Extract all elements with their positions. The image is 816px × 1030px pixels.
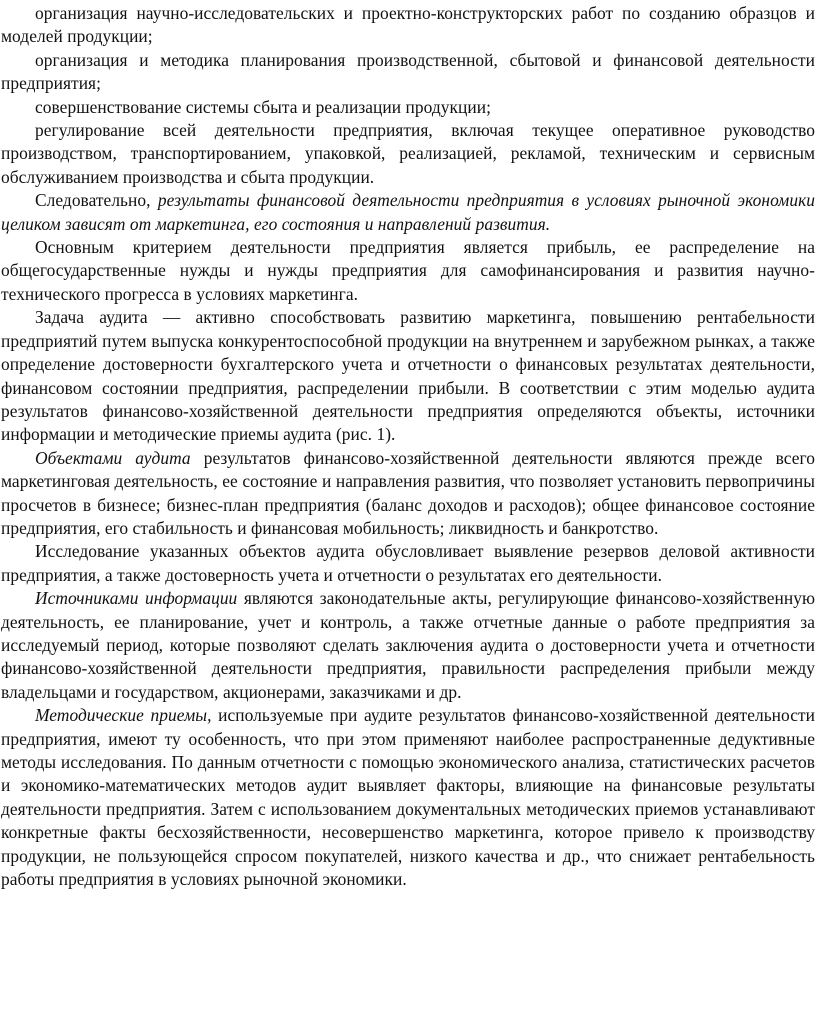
paragraph-text: Исследование указанных объектов аудита обусловливает выявление резервов деловой активности предприятия, а также достоверность учета и отчетности о результатах его деятельности. [1, 541, 815, 585]
paragraph-text: результатов финансово-хозяйственной деятельности являются прежде всего маркетинговая деятельность, ее состояние и направления развития, что позволяет установить первопричины просчетов в бизнесе; бизнес-план предприятия (баланс доходов и расходов); общее финансовое состояние предприятия, его стабильность и финансовая мобильность; ликвидность и банкротство. [1, 447, 816, 538]
paragraph-text: организация научно-исследовательских и проектно-конструкторских работ по созданию образцов и моделей продукции; [1, 3, 815, 47]
paragraph-conclusion [1, 189, 815, 236]
paragraph-text: организация и методика планирования производственной, сбытовой и финансовой деятельности предприятия; [1, 49, 815, 94]
paragraph-text: являются законодательные акты, регулирующие финансово-хозяйственную деятельность, ее планирование, учет и контроль, а также отчетные данные о работе предприятия за исследуемый период, которые позволяют сделать заключения аудита о достоверности учета и отчетности финансово-хозяйственной деятельности предприятия, правильности распределения прибыли между владельцами и государством, акционерами, заказчиками и др. [1, 588, 815, 702]
paragraph-investigation [1, 540, 815, 587]
list-item-research [1, 2, 815, 49]
paragraph-audit-task [1, 306, 815, 446]
paragraph-audit-objects [1, 447, 815, 541]
paragraph-text: используемые при аудите результатов финансово-хозяйственной деятельности предприятия, имеют ту особенность, что при этом применяют наиболее распространенные дедуктивные методы исследования. По данным отчетности с помощью экономического анализа, статистических расчетов и экономико-математических методов аудит выявляет факторы, влияющие на финансовые результаты деятельности предприятия. Затем с использованием документальных методических приемов устанавливают конкретные факты бесхозяйственности, несовершенство маркетинга, которое привело к производству продукции, не пользующейся спросом покупателей, низкого качества и др., что снижает рентабельность работы предприятия в условиях рыночной экономики. [1, 705, 815, 890]
list-item-sales-system [1, 96, 815, 119]
paragraph-methods [1, 704, 815, 891]
term-italic: Источниками информации [35, 588, 238, 609]
paragraph-criterion [1, 236, 815, 306]
paragraph-text: Следовательно, [35, 190, 158, 211]
term-italic: Объектами аудита [35, 447, 191, 468]
paragraph-text: совершенствование системы сбыта и реализации продукции; [35, 96, 491, 117]
paragraph-text: Основным критерием деятельности предприятия является прибыль, ее распределение на общегосударственные нужды и нужды предприятия для самофинансирования и развития научно-технического прогресса в условиях маркетинга. [1, 237, 815, 304]
list-item-regulation [1, 119, 815, 189]
paragraph-text: регулирование всей деятельности предприятия, включая текущее оперативное руководство производством, транспортированием, упаковкой, реализацией, рекламой, техническим и сервисным обслуживанием производства и сбыта продукции. [1, 120, 815, 187]
paragraph-text: Задача аудита — активно способствовать развитию маркетинга, повышению рентабельности предприятий путем выпуска конкурентоспособной продукции на внутреннем и зарубежном рынках, а также определение достоверности бухгалтерского учета и отчетности о финансовых результатах деятельности, финансовом состоянии предприятия, распределении прибыли. В соответствии с этим моделью аудита результатов финансово-хозяйственной деятельности предприятия определяются объекты, источники информации и методические приемы аудита (рис. 1). [1, 307, 815, 445]
emphasized-text: результаты финансовой деятельности предприятия в условиях рыночной экономики целиком зависят от маркетинга, его состояния и направлений развития. [1, 190, 815, 234]
paragraph-information-sources [1, 587, 815, 704]
term-italic: Методические приемы, [35, 705, 212, 726]
list-item-planning [1, 49, 815, 96]
